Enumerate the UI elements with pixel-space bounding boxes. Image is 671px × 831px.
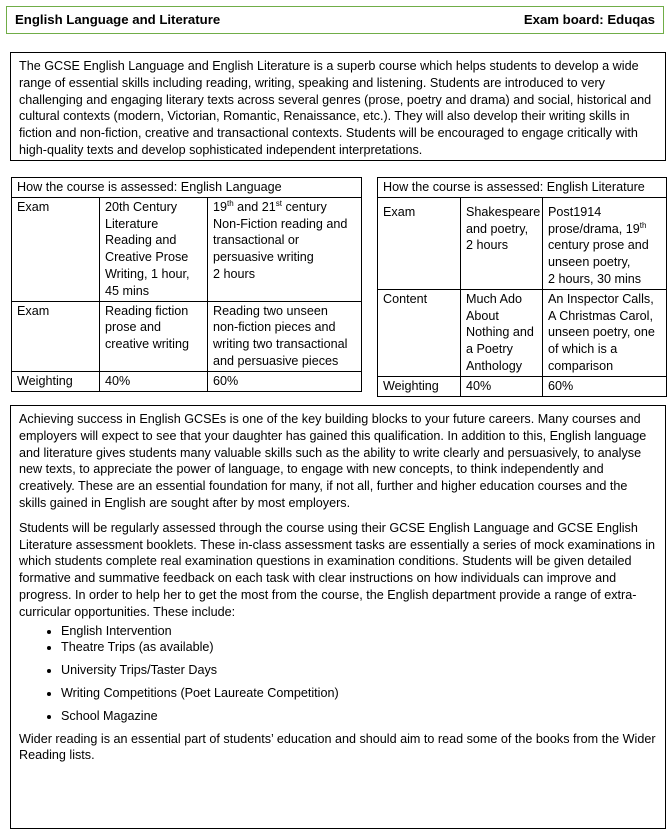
table-cell: Shakespeare and poetry, 2 hours (461, 197, 543, 289)
table-cell: 40% (100, 371, 208, 391)
row-label: Weighting (12, 371, 100, 391)
literature-assessment-table (377, 177, 667, 397)
intro-text: The GCSE English Language and English Literature is a superb course which helps students to develop a wide range of essential skills including reading, writing, speaking and listening. Students are introduced to very challenging and engaging literary texts across several genres (prose, poetry and drama) and social, historical and cultural contexts (modern, Victorian, Romantic, Renaissance, etc.). They will also develop their writing skills in fiction and non-fiction, creative and transactional contexts. Students will be encouraged to engage critically with high-quality texts and develop sophisticated independent interpretations. (19, 59, 652, 157)
language-table-title: How the course is assessed: English Language (12, 178, 362, 198)
list-item: • Writing Competitions (Poet Laureate Competition) (61, 685, 657, 702)
list-item: • English Intervention (61, 623, 657, 640)
row-label: Exam (12, 197, 100, 301)
table-cell: Reading two unseen non-fiction pieces and writing two transactional and persuasive pieces (208, 301, 362, 371)
table-cell: 40% (461, 376, 543, 396)
table-row (12, 197, 362, 301)
table-row (378, 289, 667, 376)
table-title-row (378, 178, 667, 198)
list-item: • University Trips/Taster Days (61, 662, 657, 679)
row-label: Exam (378, 197, 461, 289)
row-label: Exam (12, 301, 100, 371)
page-header (6, 6, 664, 34)
table-cell: An Inspector Calls, A Christmas Carol, unseen poetry, one of which is a comparison (543, 289, 667, 376)
list-item: • Theatre Trips (as available) (61, 639, 657, 656)
row-label: Content (378, 289, 461, 376)
details-box (10, 405, 666, 829)
table-cell: Much Ado About Nothing and a Poetry Anthology (461, 289, 543, 376)
intro-box (10, 52, 666, 161)
row-label: Weighting (378, 376, 461, 396)
language-assessment-table (11, 177, 362, 392)
opportunities-list (19, 623, 657, 725)
table-cell: 19th and 21st century Non-Fiction reading and transactional or persuasive writing 2 hours (208, 197, 362, 301)
table-row (378, 376, 667, 396)
paragraph-assessment: Students will be regularly assessed through the course using their GCSE English Language and GCSE English Literature assessment booklets. These in-class assessment tasks are essentially a series of mock examinations in which students complete real examination questions in examination conditions. Students will be given detailed formative and summative feedback on each task with clear instructions on how individuals can improve and progress. In order to help her to get the most from the course, the English department provide a range of extra-curricular opportunities. These include: (19, 520, 656, 619)
list-item: • School Magazine (61, 708, 657, 725)
table-cell: 20th Century Literature Reading and Creative Prose Writing, 1 hour, 45 mins (100, 197, 208, 301)
exam-board: Exam board: Eduqas (523, 11, 655, 27)
table-cell: 60% (543, 376, 667, 396)
literature-table-title: How the course is assessed: English Literature (378, 178, 667, 198)
table-row (12, 301, 362, 371)
paragraph-careers: Achieving success in English GCSEs is one of the key building blocks to your future careers. Many courses and employers will expect to see that your daughter has gained this qualification. In addition to this, English language and literature gives students many valuable skills such as the ability to write clearly and persuasively, to analyse new texts, to appreciate the power of language, to engage with new concepts, to think independently and creatively. These are an essential foundation for many, if not all, further and higher education courses and the skills gained in English are sought after by most employers. (19, 412, 647, 510)
subject-title: English Language and Literature (15, 11, 221, 27)
paragraph-wider-reading: Wider reading is an essential part of students’ education and should aim to read some of the books from the Wider Reading lists. (19, 731, 656, 763)
table-cell: Post1914 prose/drama, 19th century prose and unseen poetry, 2 hours, 30 mins (543, 197, 667, 289)
table-cell: Reading fiction prose and creative writing (100, 301, 208, 371)
table-title-row (12, 178, 362, 198)
table-cell: 60% (208, 371, 362, 391)
table-row (12, 371, 362, 391)
table-row (378, 197, 667, 289)
